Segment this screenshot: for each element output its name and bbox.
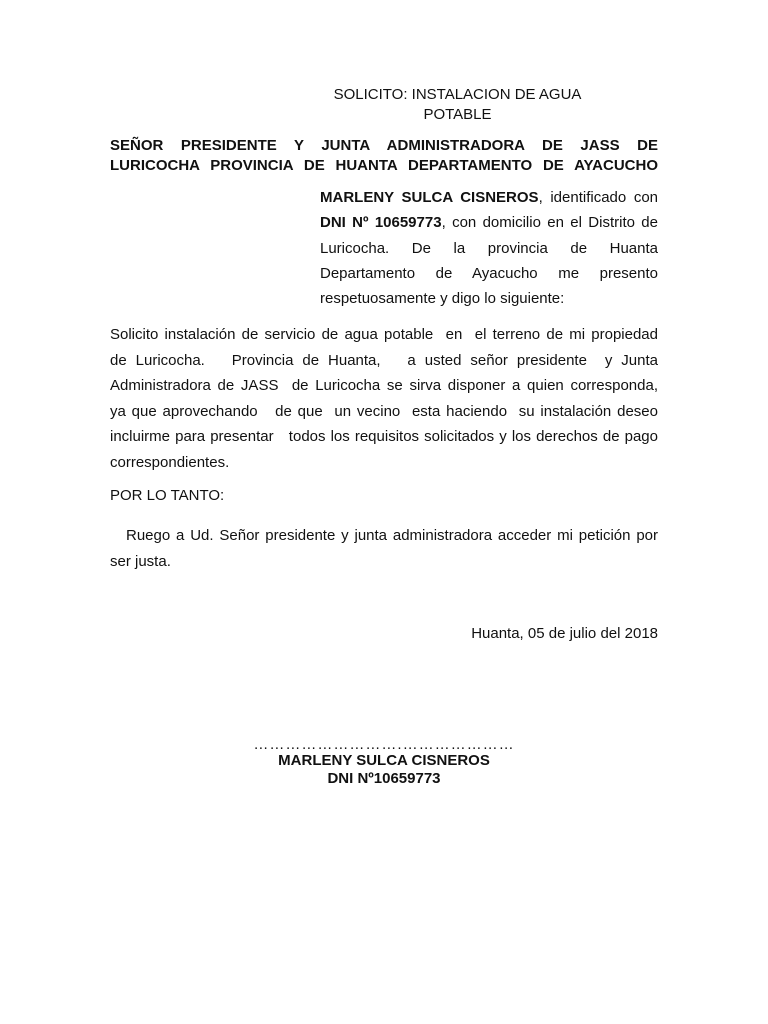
body-line: Administradora de JASS de Luricocha se sirva disponer a quien corresponda, <box>110 377 658 394</box>
body-line: Solicito instalación de servicio de agua potable en el terreno de mi propiedad <box>110 326 658 343</box>
signature-block <box>234 738 534 788</box>
intro-row-5: respetuosamente y digo lo siguiente: <box>320 290 565 308</box>
closing-heading: POR LO TANTO: <box>110 487 225 504</box>
applicant-name: MARLENY SULCA CISNEROS <box>320 189 539 206</box>
subject-line-1: SOLICITO: INSTALACION DE AGUA <box>333 86 582 103</box>
intro-row-4: Departamento de Ayacucho me presento <box>320 264 658 282</box>
intro-row-1 <box>320 185 658 210</box>
body-line: incluirme para presentar todos los requisitos solicitados y los derechos de pago <box>110 428 658 445</box>
request-line-2: ser justa. <box>110 552 171 570</box>
body-line: ya que aprovechando de que un vecino esta haciendo su instalación deseo <box>110 402 658 420</box>
request-line-1: Ruego a Ud. Señor presidente y junta administradora acceder mi petición por <box>126 527 658 544</box>
intro-row-3: Luricocha. De la provincia de Huanta <box>320 239 658 257</box>
signature-name: MARLENY SULCA CISNEROS <box>278 752 490 769</box>
body-line: de Luricocha. Provincia de Huanta, a usted señor presidente y Junta <box>110 351 658 369</box>
request-body-paragraph <box>110 322 658 475</box>
subject-line-2: POTABLE <box>423 106 492 123</box>
addressee-line-1: SEÑOR PRESIDENTE Y JUNTA ADMINISTRADORA DE JASS DE <box>110 137 658 154</box>
subject-heading <box>300 85 615 125</box>
addressee-line-2: LURICOCHA PROVINCIA DE HUANTA DEPARTAMENTO DE AYACUCHO <box>110 157 658 174</box>
applicant-intro <box>320 185 658 311</box>
signature-dni: DNI Nº10659773 <box>327 770 441 787</box>
intro-row-2 <box>320 210 658 235</box>
closing-request <box>110 523 658 574</box>
signature-line: ……………………….………………… <box>253 736 515 753</box>
intro-after-name: , identificado con <box>538 189 659 206</box>
intro-after-dni: , con domicilio en el Distrito de <box>441 214 658 232</box>
addressee-block <box>110 136 658 176</box>
document-date: Huanta, 05 de julio del 2018 <box>471 625 658 642</box>
applicant-dni: DNI Nº 10659773 <box>320 214 442 232</box>
body-line: correspondientes. <box>110 453 230 471</box>
